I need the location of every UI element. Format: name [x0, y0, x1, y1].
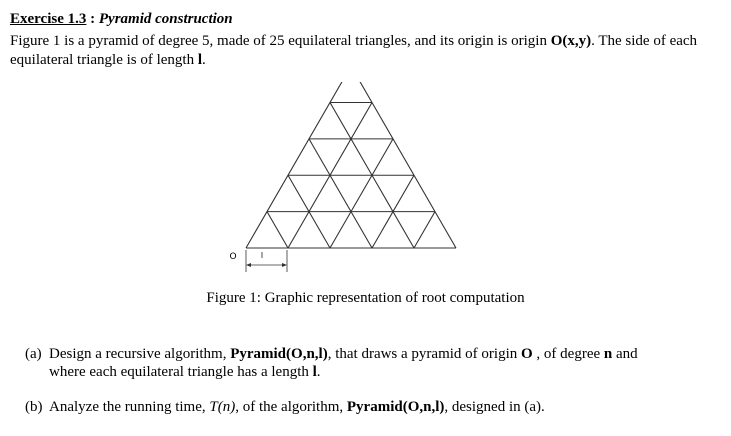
pyramid-left-line	[351, 82, 456, 248]
intro-paragraph	[10, 32, 710, 70]
qb-text-3: , designed in (a).	[444, 399, 545, 415]
length-dimension	[246, 250, 287, 272]
pyramid-left-line	[309, 139, 372, 248]
qa-line-2	[25, 363, 715, 381]
title-separator: :	[86, 11, 99, 27]
intro-text-2: . The side of each equilateral triangle is of length	[10, 33, 698, 68]
qa-text-6: .	[316, 364, 321, 380]
figure-caption: Figure 1: Graphic representation of root computation	[206, 290, 525, 306]
qa-text-4: and	[612, 346, 638, 362]
question-b	[25, 398, 715, 416]
question-a	[25, 345, 715, 381]
origin-label: O	[229, 252, 237, 262]
qb-text-1: Analyze the running time,	[49, 399, 210, 415]
pyramid-right-line	[246, 82, 351, 248]
origin-symbol: O(x,y)	[550, 33, 592, 49]
arrow-left-icon	[246, 263, 251, 267]
length-label: l	[260, 251, 264, 260]
intro-text-3: .	[202, 52, 206, 68]
qa-algo: Pyramid(O,n,l)	[230, 346, 328, 362]
qa-text-3: , of degree	[532, 346, 604, 362]
qb-algo: Pyramid(O,n,l)	[346, 399, 445, 415]
qb-tn: T(n)	[209, 399, 236, 415]
pyramid-figure	[200, 82, 470, 277]
pyramid-left-line	[267, 212, 288, 248]
qa-text-2: , that draws a pyramid of origin	[327, 346, 521, 362]
qa-degree: n	[603, 346, 613, 362]
qa-length: l	[312, 364, 317, 380]
exercise-title	[10, 10, 233, 28]
pyramid-right-line	[414, 212, 435, 248]
qa-text-1: Design a recursive algorithm,	[49, 346, 231, 362]
length-symbol: l	[197, 52, 203, 68]
pyramid-right-line	[330, 139, 393, 248]
question-a-label: (a)	[25, 346, 42, 362]
qa-text-5: where each equilateral triangle has a length	[49, 364, 313, 380]
exercise-name: Pyramid construction	[98, 11, 233, 27]
arrow-right-icon	[282, 263, 287, 267]
exercise-number: Exercise 1.3	[10, 11, 87, 27]
question-b-label: (b)	[25, 399, 43, 415]
qa-origin: O	[521, 346, 533, 362]
intro-text-1: Figure 1 is a pyramid of degree 5, made of 25 equilateral triangles, and its origin is origin	[10, 33, 551, 49]
qb-text-2: , of the algorithm,	[235, 399, 347, 415]
